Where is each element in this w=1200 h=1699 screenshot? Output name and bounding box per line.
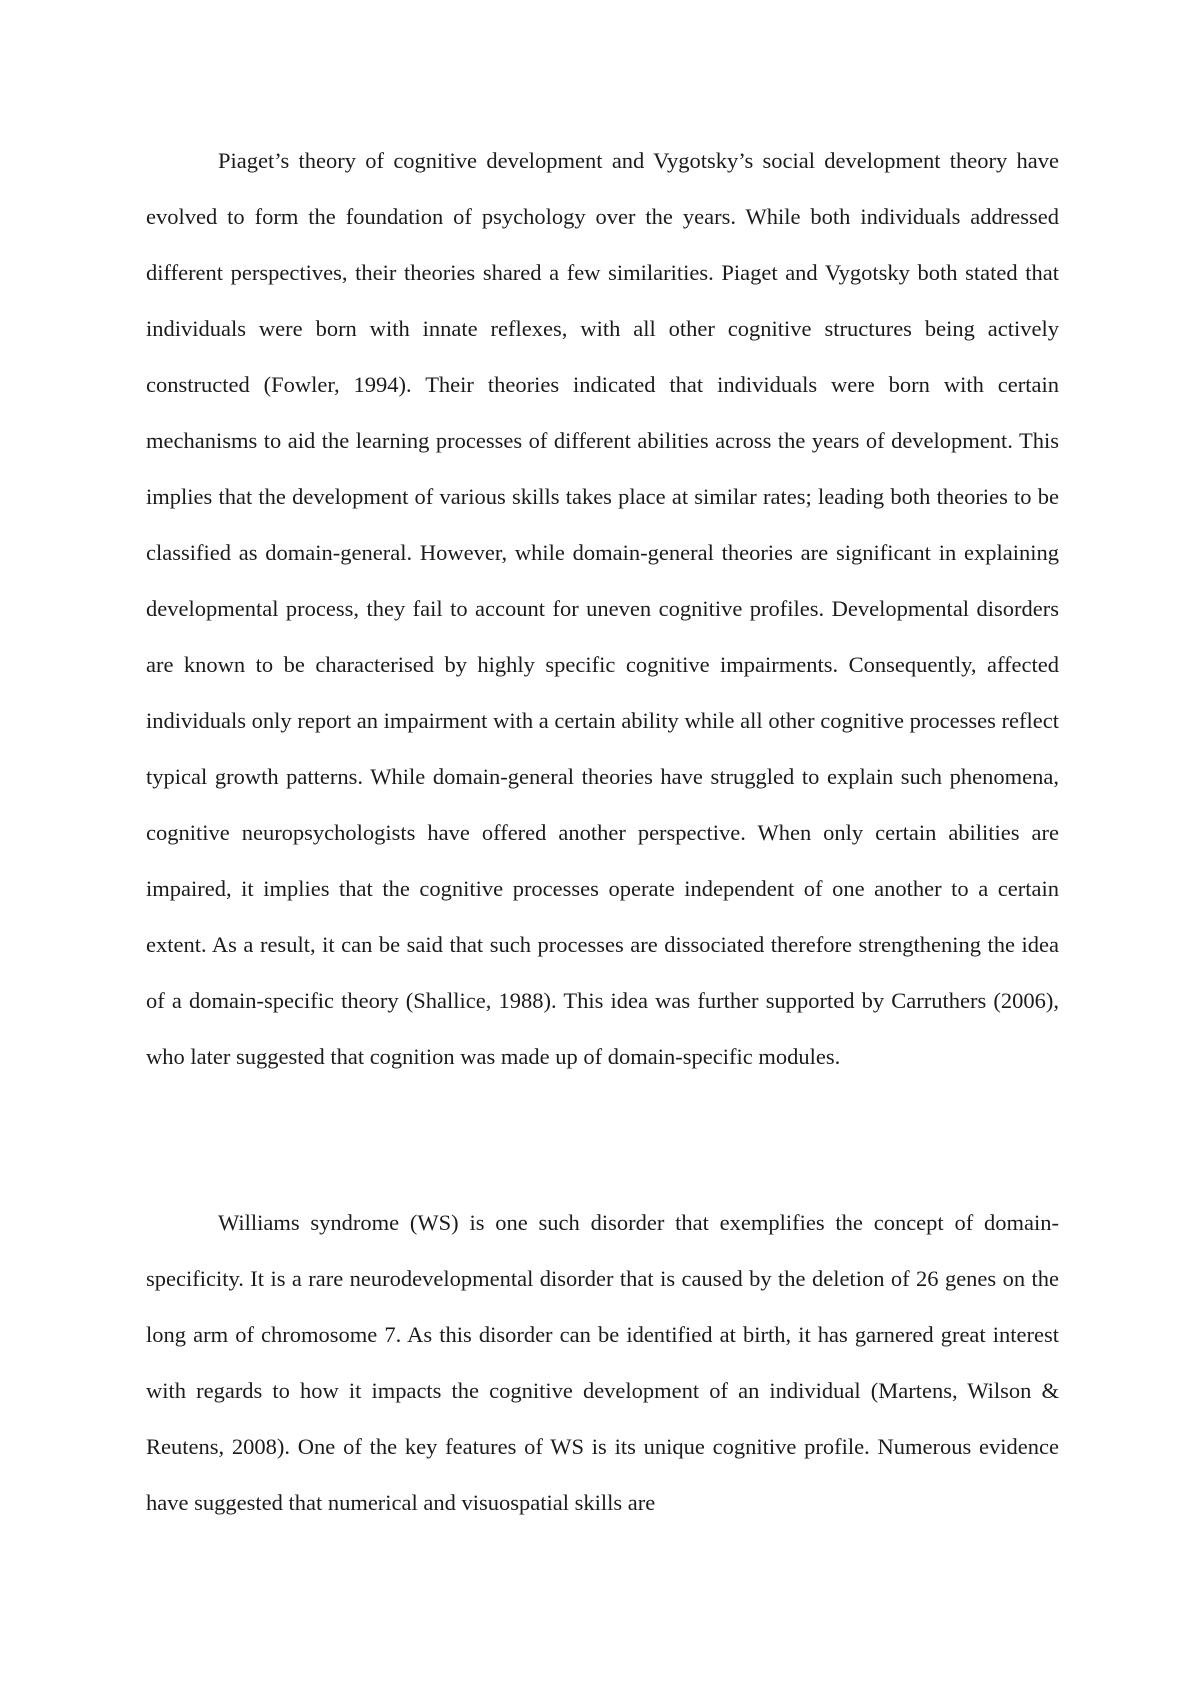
paragraph: Piaget’s theory of cognitive development and Vygotsky’s social development theory have evolved to form the foundation of psychology over the years. While both individuals addressed different perspectives, their theories shared a few similarities. Piaget and Vygotsky both stated that individuals were born with innate reflexes, with all other cognitive structures being actively constructed (Fowler, 1994). Their theories indicated that individuals were born with certain mechanisms to aid the learning processes of different abilities across the years of development. This implies that the development of various skills takes place at similar rates; leading both theories to be classified as domain-general. However, while domain-general theories are significant in explaining developmental process, they fail to account for uneven cognitive profiles. Developmental disorders are known to be characterised by highly specific cognitive impairments. Consequently, affected individuals only report an impairment with a certain ability while all other cognitive processes reflect typical growth patterns. While domain-general theories have struggled to explain such phenomena, cognitive neuropsychologists have offered another perspective. When only certain abilities are impaired, it implies that the cognitive processes operate independent of one another to a certain extent. As a result, it can be said that such processes are dissociated therefore strengthening the idea of a domain-specific theory (Shallice, 1988). This idea was further supported by Carruthers (2006), who later suggested that cognition was made up of domain-specific modules. [146,148,1059,1069]
paragraph: Williams syndrome (WS) is one such disorder that exemplifies the concept of domain-specificity. It is a rare neurodevelopmental disorder that is caused by the deletion of 26 genes on the long arm of chromosome 7. As this disorder can be identified at birth, it has garnered great interest with regards to how it impacts the cognitive development of an individual (Martens, Wilson & Reutens, 2008). One of the key features of WS is its unique cognitive profile. Numerous evidence have suggested that numerical and visuospatial skills are [146,1210,1059,1515]
